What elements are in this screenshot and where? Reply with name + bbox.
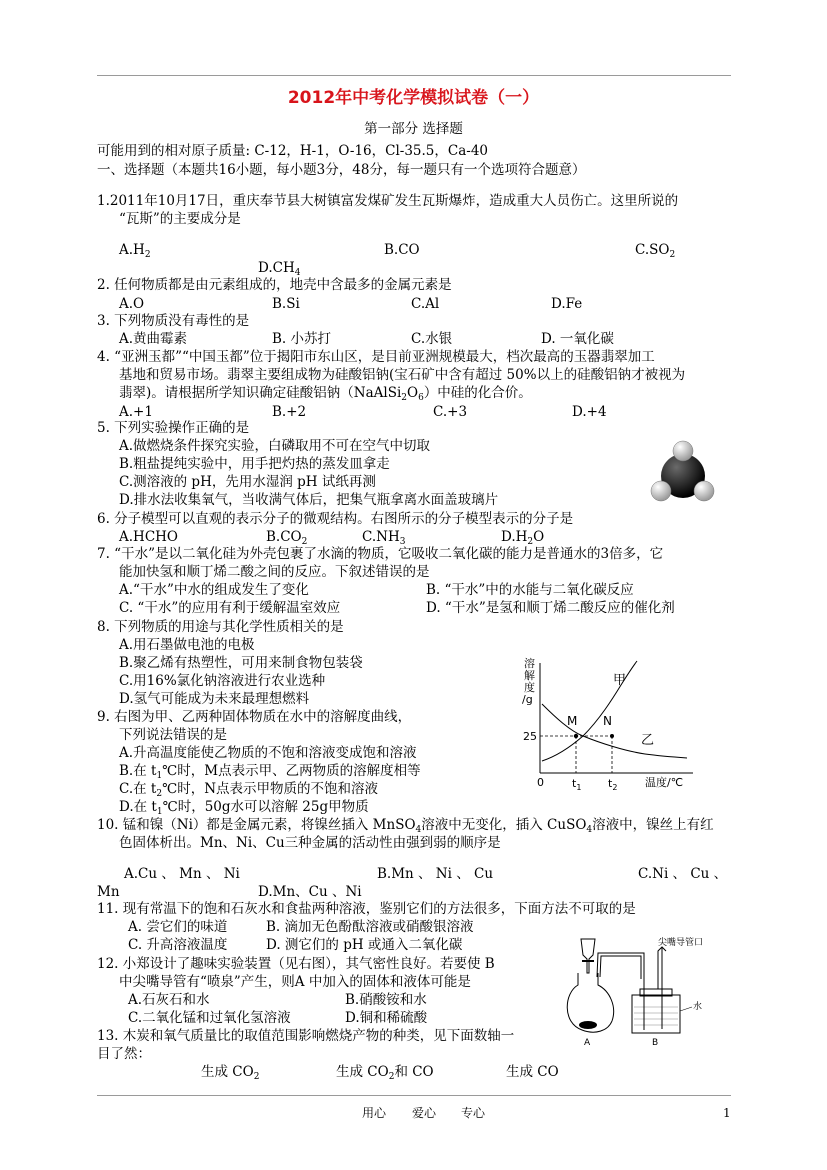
x-tick-t2: $t_2$	[608, 777, 618, 792]
q11-option-b: B. 滴加无色酚酞溶液或硝酸银溶液	[266, 919, 474, 935]
q2-option-c: C.Al	[411, 296, 440, 312]
q10-line1: 10. 锰和镍（Ni）都是金属元素，将镍丝插入 MnSO$_4$溶液中无变化，插入 CuSO$_4$溶液中，镍丝上有红	[97, 817, 714, 835]
atomic-masses: 可能用到的相对原子质量: C-12，H-1，O-16，Cl-35.5，Ca-40	[97, 143, 489, 159]
q8-stem: 8. 下列物质的用途与其化学性质相关的是	[97, 619, 344, 635]
q10-option-b: B.Mn 、 Ni 、 Cu	[377, 866, 494, 882]
water-lines	[634, 1007, 678, 1025]
q1-option-a: $A.H_2$	[119, 242, 151, 260]
q6-option-a: A.HCHO	[119, 529, 178, 545]
graph-ylabel-2: 解	[524, 669, 535, 682]
q10-option-c: C.Ni 、 Cu 、	[638, 866, 728, 882]
q4-option-d: D.+4	[572, 404, 607, 420]
water-label: 水	[693, 1002, 703, 1012]
molecule-atom-left	[651, 481, 671, 501]
x-tick-t1: $t_1$	[572, 777, 582, 792]
x-origin-label: 0	[537, 776, 544, 789]
q7-line1: 7. “干水”是以二氧化硅为外壳包裹了水滴的物质，它吸收二氧化碳的能力是普通水的3倍多，它	[97, 546, 664, 562]
q3-option-a: A.黄曲霉素	[119, 331, 188, 347]
q2-option-d: D.Fe	[551, 296, 583, 312]
page-title: 2012年中考化学模拟试卷（一）	[287, 88, 540, 108]
q5-option-b: B.粗盐提纯实验中，用手把灼热的蒸发皿拿走	[119, 456, 390, 472]
q6-option-c: $C.NH_3$	[362, 529, 406, 547]
q7-option-b: B. “干水”中的水能与二氧化碳反应	[426, 582, 634, 598]
q7-option-d: D. “干水”是氢和顺丁烯二酸反应的催化剂	[426, 600, 675, 616]
q4-line2: 基地和贸易市场。翡翠主要组成物为硅酸铝钠(宝石矿中含有超过 50%以上的硅酸铝钠才被视为	[119, 367, 686, 383]
page-number: 1	[723, 1106, 731, 1120]
q1-line1: 1.2011年10月17日，重庆奉节县大树镇富发煤矿发生瓦斯爆炸，造成重大人员伤亡。这里所说的	[97, 193, 679, 209]
section-heading: 第一部分 选择题	[364, 121, 463, 137]
curve-jia-label: 甲	[613, 673, 627, 688]
q13-line1: 13. 木炭和氧气质量比的取值范围影响燃烧产物的种类，见下面数轴一	[97, 1028, 515, 1044]
fountain-apparatus-figure	[562, 935, 722, 1047]
q13-line2: 目了然：	[97, 1046, 151, 1062]
q5-option-d: D.排水法收集氧气，当收满气体后，把集气瓶拿离水面盖玻璃片	[119, 492, 499, 508]
q9-option-d: D.在 $t_1℃$时，50g水可以溶解 25g甲物质	[119, 799, 369, 817]
molecule-atom-right	[694, 481, 714, 501]
solubility-curve-graph	[515, 655, 695, 795]
q10-line2: 色固体析出。Mn、Ni、Cu三种金属的活动性由强到弱的顺序是	[119, 835, 501, 851]
molecule-atom-top	[673, 441, 693, 461]
q6-stem: 6. 分子模型可以直观的表示分子的微观结构。右图所示的分子模型表示的分子是	[97, 511, 574, 527]
q12-option-d: D.铜和稀硫酸	[345, 1010, 428, 1026]
q9-option-c: C.在 $t_2℃$时，N点表示甲物质的不饱和溶液	[119, 781, 379, 799]
q9-line1: 9. 右图为甲、乙两种固体物质在水中的溶解度曲线，	[97, 709, 412, 725]
q11-option-d: D. 测它们的 pH 或通入二氧化碳	[266, 937, 463, 953]
tube-label: 尖嘴导管口	[658, 938, 704, 948]
curve-yi	[542, 704, 687, 758]
q3-option-c: C.水银	[411, 331, 453, 347]
q13-option-3: 生成 CO	[506, 1064, 559, 1080]
q7-option-c: C. “干水”的应用有利于缓解温室效应	[119, 600, 341, 616]
label-b: B	[652, 1038, 659, 1047]
q8-option-b: B.聚乙烯有热塑性，可用来制食物包装袋	[119, 655, 363, 671]
graph-ylabel-4: /g	[522, 693, 533, 706]
q5-option-c: C.测溶液的 pH，先用水湿润 pH 试纸再测	[119, 474, 376, 490]
q6-option-b: $B.CO_2$	[266, 529, 308, 547]
q4-option-b: B.+2	[272, 404, 307, 420]
footer-rule	[97, 1095, 731, 1096]
footer-text-3: 专心	[461, 1106, 486, 1120]
q11-option-c: C. 升高溶液温度	[128, 937, 228, 953]
q1-option-c: $C.SO_2$	[635, 242, 676, 260]
point-n	[610, 734, 614, 738]
q1-line2: “瓦斯”的主要成分是	[119, 211, 241, 227]
point-n-label: N	[603, 714, 612, 728]
q12-line1: 12. 小郑设计了趣味实验装置（见右图），其气密性良好。若要使 B	[97, 956, 495, 972]
graph-ylabel-3: 度	[524, 681, 535, 694]
q3-option-b: B. 小苏打	[272, 331, 332, 347]
q4-line3: 翡翠)。请根据所学知识确定硅酸铝钠$(NaAlSi_2O_6)$中硅的化合价。	[119, 385, 532, 403]
q12-option-c: C.二氧化锰和过氧化氢溶液	[128, 1010, 291, 1026]
connecting-tube	[597, 953, 644, 979]
curve-yi-label: 乙	[641, 733, 655, 748]
q13-option-2: 生成 $CO_2$和 CO	[336, 1064, 434, 1082]
part-instruction: 一、选择题（本题共16小题，每小题3分，48分，每一题只有一个选项符合题意）	[97, 162, 586, 178]
q4-option-c: C.+3	[433, 404, 468, 420]
q10-option-a: A.Cu 、 Mn 、 Ni	[124, 866, 240, 882]
molecule-model-figure	[648, 438, 718, 508]
q9-option-a: A.升高温度能使乙物质的不饱和溶液变成饱和溶液	[119, 745, 417, 761]
q1-option-d: $D.CH_4$	[258, 260, 301, 278]
q2-stem: 2. 任何物质都是由元素组成的，地壳中含最多的金属元素是	[97, 277, 452, 293]
q9-option-b: B.在 $t_1℃$时，M点表示甲、乙两物质的溶解度相等	[119, 763, 421, 781]
q11-stem: 11. 现有常温下的饱和石灰水和食盐两种溶液，鉴别它们的方法很多，下面方法不可取的是	[97, 901, 636, 917]
point-m	[574, 734, 578, 738]
y-tick-25: 25	[523, 730, 537, 743]
q7-option-a: A.“干水”中水的组成发生了变化	[119, 582, 309, 598]
q10-option-d: D.Mn、Cu 、Ni	[258, 884, 362, 900]
q3-stem: 3. 下列物质没有毒性的是	[97, 313, 250, 329]
q3-option-d: D. 一氧化碳	[541, 331, 614, 347]
q6-option-d: $D.H_2O$	[501, 529, 545, 547]
q5-option-a: A.做燃烧条件探究实验，白磷取用不可在空气中切取	[119, 438, 431, 454]
x-axis-label: 温度/℃	[645, 776, 684, 789]
q11-option-a: A. 尝它们的味道	[128, 919, 228, 935]
label-a: A	[584, 1038, 591, 1047]
q8-option-c: C.用16%氯化钠溶液进行农业选种	[119, 673, 326, 689]
q4-option-a: A.+1	[119, 404, 153, 420]
footer-text-2: 爱心	[412, 1106, 437, 1120]
footer-text-1: 用心	[362, 1106, 387, 1120]
q12-line2: 中尖嘴导管有“喷泉”产生，则A 中加入的固体和液体可能是	[119, 974, 471, 990]
q13-option-1: 生成 $CO_2$	[201, 1064, 260, 1082]
q8-option-d: D.氢气可能成为未来最理想燃料	[119, 691, 310, 707]
header-rule	[97, 75, 731, 76]
q10-option-c-continued: Mn	[97, 884, 120, 900]
q12-option-b: B.硝酸铵和水	[345, 992, 427, 1008]
q8-option-a: A.用石墨做电池的电极	[119, 637, 255, 653]
q7-line2: 能加快氢和顺丁烯二酸之间的反应。下叙述错误的是	[119, 564, 430, 580]
flask-a-solid	[579, 1021, 597, 1029]
q9-line2: 下列说法错误的是	[119, 727, 227, 743]
bottle-b	[632, 995, 680, 1033]
q2-option-b: B.Si	[272, 296, 300, 312]
point-m-label: M	[567, 714, 578, 728]
q4-line1: 4. “亚洲玉都”“中国玉都”位于揭阳市东山区，是目前亚洲规模最大，档次最高的玉器翡翠加工	[97, 349, 655, 365]
q1-option-b: B.CO	[384, 242, 420, 258]
funnel	[581, 939, 595, 973]
q12-option-a: A.石灰石和水	[128, 992, 210, 1008]
q2-option-a: A.O	[119, 296, 145, 312]
graph-ylabel-1: 溶	[524, 657, 535, 670]
q5-stem: 5. 下列实验操作正确的是	[97, 420, 250, 436]
